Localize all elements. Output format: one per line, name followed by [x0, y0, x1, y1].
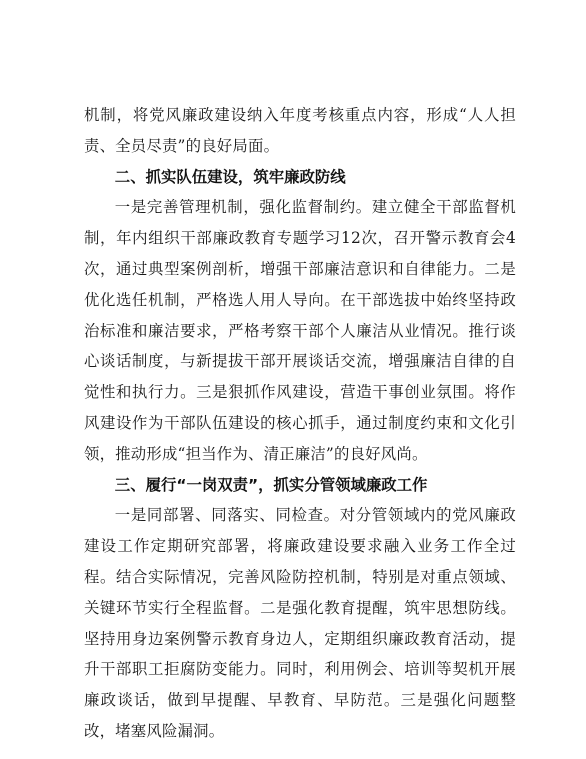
intro-paragraph: 机制，将党风廉政建设纳入年度考核重点内容，形成“人人担责、全员尽责”的良好局面。	[84, 106, 516, 155]
section-heading-dual-responsibility: 三、履行“一岗双责”，抓实分管领域廉政工作	[114, 475, 428, 494]
document-body	[84, 100, 516, 747]
section-body-dual-responsibility: 一是同部署、同落实、同检查。对分管领域内的党风廉政建设工作定期研究部署，将廉政建设要求融入业务工作全过程。结合实际情况，完善风险防控机制，特别是对重点领域、关键环节实行全程监督。二是强化教育提醒，筑牢思想防线。坚持用身边案例警示教育身边人，定期组织廉政教育活动，提升干部职工拒腐防变能力。同时，利用例会、培训等契机开展廉政谈话，做到早提醒、早教育、早防范。三是强化问题整改，堵塞风险漏洞。	[84, 506, 516, 740]
section-body-team-building: 一是完善管理机制，强化监督制约。建立健全干部监督机制，年内组织干部廉政教育专题学习12次，召开警示教育会4次，通过典型案例剖析，增强干部廉洁意识和自律能力。二是优化选任机制，严格选人用人导向。在干部选拔中始终坚持政治标准和廉洁要求，严格考察干部个人廉洁从业情况。推行谈心谈话制度，与新提拔干部开展谈话交流，增强廉洁自律的自觉性和执行力。三是狠抓作风建设，营造干事创业氛围。将作风建设作为干部队伍建设的核心抓手，通过制度约束和文化引领，推动形成“担当作为、清正廉洁”的良好风尚。	[84, 198, 516, 463]
section-heading-team-building: 二、抓实队伍建设，筑牢廉政防线	[114, 167, 346, 186]
